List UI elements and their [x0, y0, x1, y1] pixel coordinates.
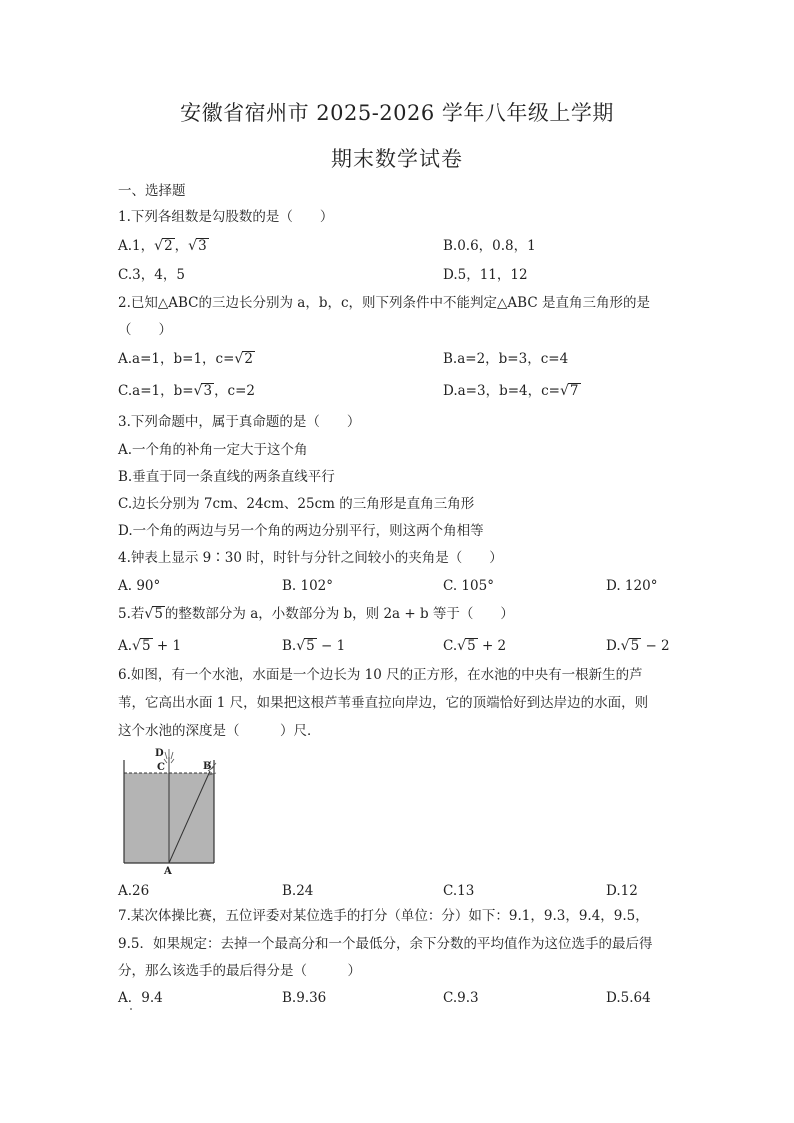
- label-a: A: [164, 866, 172, 875]
- q7-option-d: D.5.64: [606, 990, 651, 1006]
- q1-stem: 1.下列各组数是勾股数的是（ ）: [118, 209, 334, 225]
- q2-option-b: B.a=2，b=3，c=4: [443, 351, 569, 367]
- q7-line2: 9.5．如果规定：去掉一个最高分和一个最低分，余下分数的平均值作为这位选手的最后得: [118, 936, 653, 952]
- q6-option-c: C.13: [443, 883, 475, 899]
- q6-line3: 这个水池的深度是（ ）尺．: [118, 723, 321, 739]
- q6-option-a: A.26: [118, 883, 150, 899]
- q6-option-b: B.24: [282, 883, 314, 899]
- pond-diagram: [110, 745, 222, 875]
- q5-option-c: C.√5 + 2: [443, 638, 507, 654]
- q5-stem: 5.若√5 的整数部分为 a，小数部分为 b，则 2a + b 等于（ ）: [118, 606, 514, 622]
- q3-stem: 3.下列命题中，属于真命题的是（ ）: [118, 414, 361, 430]
- exam-title-line2: 期末数学试卷: [331, 147, 463, 171]
- q2-stem: 2.已知△ABC的三边长分别为 a，b，c，则下列条件中不能判定△ABC 是直角三角形的是: [118, 295, 650, 311]
- q7-line3: 分，那么该选手的最后得分是（ ）: [118, 963, 361, 979]
- exam-title-line1: 安徽省宿州市 2025-2026 学年八年级上学期: [180, 101, 614, 125]
- q1-option-d: D.5，11，12: [443, 267, 528, 283]
- q6-line1: 6.如图，有一个水池，水面是一个边长为 10 尺的正方形，在水池的中央有一根新生的芦: [118, 667, 643, 683]
- label-b: B: [203, 761, 212, 772]
- q6-line2: 苇，它高出水面 1 尺，如果把这根芦苇垂直拉向岸边，它的顶端恰好到达岸边的水面，则: [118, 695, 649, 711]
- q3-option-d: D.一个角的两边与另一个角的两边分别平行，则这两个角相等: [118, 523, 484, 539]
- stray-dot: [130, 1008, 132, 1010]
- q7-option-b: B.9.36: [282, 990, 327, 1006]
- q7-option-c: C.9.3: [443, 990, 479, 1006]
- q3-option-a: A.一个角的补角一定大于这个角: [118, 442, 308, 458]
- q1-option-c: C.3，4，5: [118, 267, 185, 283]
- q4-option-d: D. 120°: [606, 578, 658, 594]
- q4-option-b: B. 102°: [282, 578, 334, 594]
- q2-paren: （ ）: [118, 322, 172, 338]
- q7-option-a: A．9.4: [118, 990, 163, 1006]
- q5-option-d: D.√5 − 2: [606, 638, 670, 654]
- q1-option-b: B.0.6，0.8，1: [443, 238, 536, 254]
- q3-option-c: C.边长分别为 7cm、24cm、25cm 的三角形是直角三角形: [118, 496, 475, 512]
- q2-option-d: D.a=3，b=4，c=√7: [443, 383, 579, 399]
- q4-option-a: A. 90°: [118, 578, 161, 594]
- label-c: C: [157, 762, 165, 773]
- q1-option-a: A.1，√2 ，√3: [118, 238, 207, 254]
- label-d: D: [155, 748, 164, 759]
- q6-option-d: D.12: [606, 883, 638, 899]
- q5-option-a: A.√5 + 1: [118, 638, 182, 654]
- q2-option-a: A.a=1，b=1，c=√2: [118, 351, 253, 367]
- q4-option-c: C. 105°: [443, 578, 494, 594]
- q3-option-b: B.垂直于同一条直线的两条直线平行: [118, 469, 335, 485]
- section-heading: 一、选择题: [118, 183, 186, 199]
- q4-stem: 4.钟表上显示 9∶30 时，时针与分针之间较小的夹角是（ ）: [118, 550, 503, 566]
- q2-option-c: C.a=1，b=√3 ，c=2: [118, 383, 256, 399]
- q5-option-b: B.√5 − 1: [282, 638, 346, 654]
- q7-line1: 7.某次体操比赛，五位评委对某位选手的打分（单位：分）如下：9.1，9.3，9.4，9.5，: [118, 908, 649, 924]
